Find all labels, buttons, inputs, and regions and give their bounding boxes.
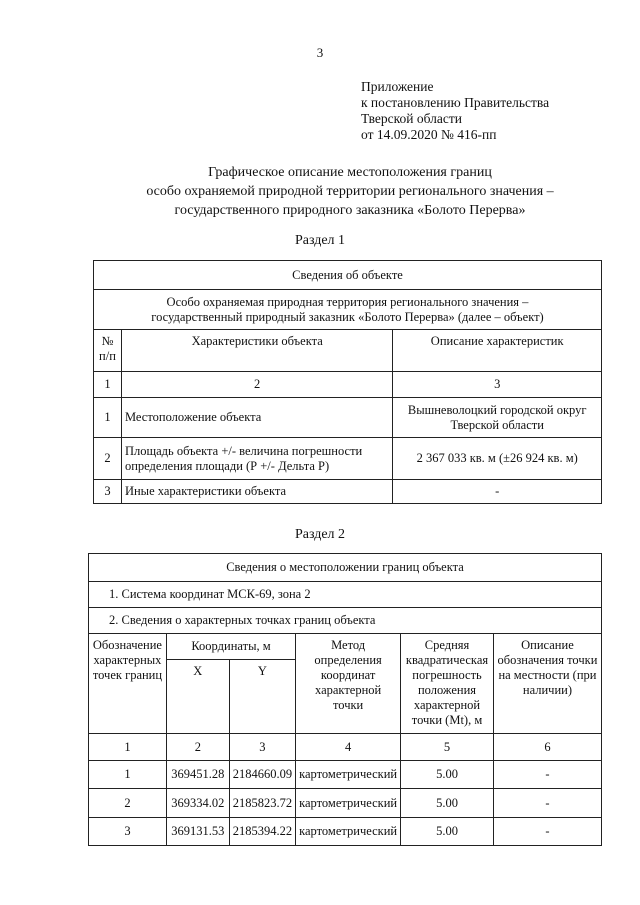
table-row [89, 818, 602, 846]
index-cell: 4 [296, 734, 401, 761]
appendix-line: к постановлению Правительства [361, 95, 550, 110]
index-cell: 6 [493, 734, 601, 761]
table-row [94, 398, 602, 438]
point-id: 2 [89, 789, 167, 818]
row-num: 3 [94, 480, 122, 504]
coord-x: 369451.28 [166, 761, 229, 789]
point-desc: - [493, 761, 601, 789]
object-info-table [93, 260, 602, 504]
row-value: Вышневолоцкий городской округ Тверской области [393, 398, 602, 438]
coord-y: 2185394.22 [229, 818, 295, 846]
mt-error: 5.00 [401, 761, 494, 789]
section2-heading: Раздел 2 [294, 527, 346, 542]
method: картометрический [296, 761, 401, 789]
header-description: Описание обозначения точки на местности (при наличии) [493, 634, 601, 734]
index-cell: 1 [89, 734, 167, 761]
table-row [89, 789, 602, 818]
row-name: Иные характеристики объекта [121, 480, 392, 504]
table-row [94, 438, 602, 480]
point-desc: - [493, 789, 601, 818]
coord-system: 1. Система координат МСК-69, зона 2 [89, 582, 602, 608]
table-row [94, 480, 602, 504]
boundary-points-table [88, 553, 602, 846]
header-num: № п/п [94, 330, 122, 372]
header-description: Описание характеристик [393, 330, 602, 372]
index-cell: 3 [393, 372, 602, 398]
section1-heading: Раздел 1 [294, 233, 346, 248]
table-title: Сведения о местоположении границ объекта [89, 554, 602, 582]
header-x: X [166, 660, 229, 734]
row-name: Площадь объекта +/- величина погрешности определения площади (Р +/- Дельта Р) [121, 438, 392, 480]
coord-x: 369131.53 [166, 818, 229, 846]
mt-error: 5.00 [401, 818, 494, 846]
method: картометрический [296, 789, 401, 818]
header-error: Средняя квадратическая погрешность положения характерной точки (Mt), м [401, 634, 494, 734]
index-cell: 2 [121, 372, 392, 398]
row-name: Местоположение объекта [121, 398, 392, 438]
appendix-line: Тверской области [361, 111, 462, 126]
document-title [40, 163, 640, 220]
row-value: - [393, 480, 602, 504]
appendix-block [361, 79, 549, 143]
point-desc: - [493, 818, 601, 846]
row-value: 2 367 033 кв. м (±26 924 кв. м) [393, 438, 602, 480]
table-title: Сведения об объекте [94, 261, 602, 290]
header-coordinates: Координаты, м [166, 634, 295, 660]
method: картометрический [296, 818, 401, 846]
index-cell: 2 [166, 734, 229, 761]
title-line: государственного природного заказника «Болото Перерва» [174, 203, 526, 218]
index-cell: 1 [94, 372, 122, 398]
appendix-line: Приложение [361, 79, 434, 94]
point-id: 3 [89, 818, 167, 846]
index-cell: 5 [401, 734, 494, 761]
coord-y: 2185823.72 [229, 789, 295, 818]
header-characteristics: Характеристики объекта [121, 330, 392, 372]
title-line: особо охраняемой природной территории регионального значения – [146, 184, 554, 199]
mt-error: 5.00 [401, 789, 494, 818]
coord-y: 2184660.09 [229, 761, 295, 789]
header-method: Метод определения координат характерной точки [296, 634, 401, 734]
appendix-date: от 14.09.2020 № 416-пп [361, 127, 497, 142]
row-num: 1 [94, 398, 122, 438]
row-num: 2 [94, 438, 122, 480]
header-y: Y [229, 660, 295, 734]
table-row [89, 761, 602, 789]
page-number: 3 [316, 45, 324, 60]
index-cell: 3 [229, 734, 295, 761]
point-id: 1 [89, 761, 167, 789]
title-line: Графическое описание местоположения границ [208, 165, 492, 180]
header-designation: Обозначение характерных точек границ [89, 634, 167, 734]
coord-x: 369334.02 [166, 789, 229, 818]
object-name: Особо охраняемая природная территория регионального значения – государственный природный заказник «Болото Перерва» (далее – объект) [94, 290, 602, 330]
points-title: 2. Сведения о характерных точках границ объекта [89, 608, 602, 634]
